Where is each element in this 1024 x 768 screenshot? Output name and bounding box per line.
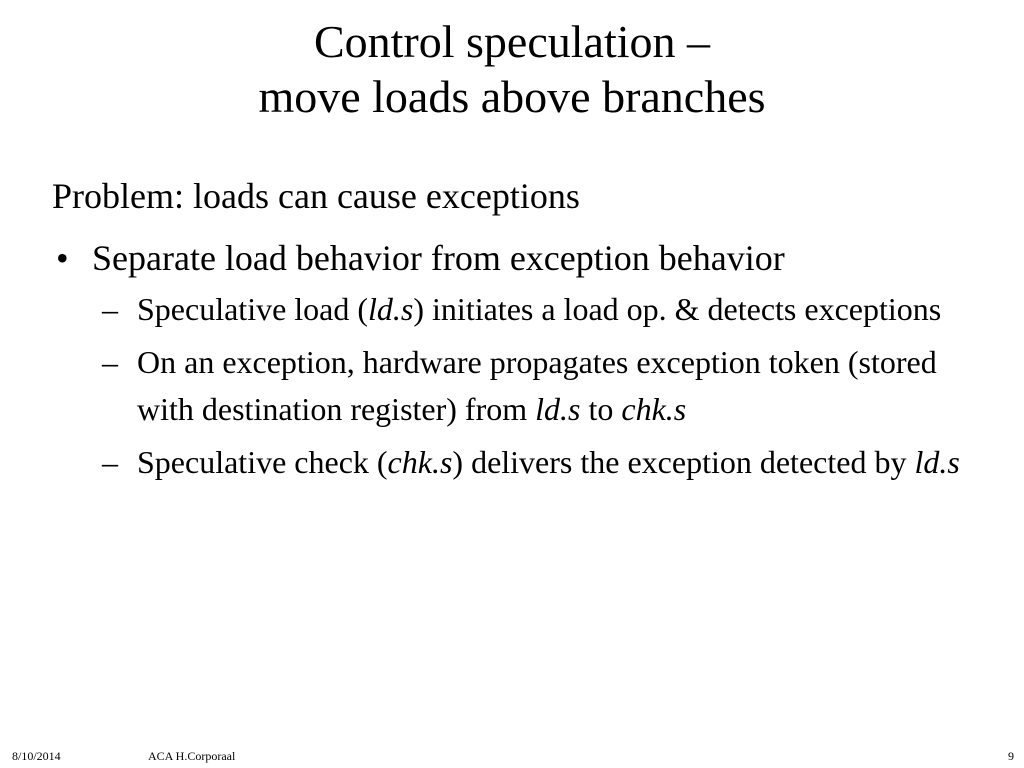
code-term: chk.s — [621, 391, 687, 427]
sub-bullet — [52, 339, 992, 433]
footer-author: ACA H.Corporaal — [148, 749, 236, 763]
text-run: ) delivers the exception detected by — [452, 444, 915, 480]
text-run: ) initiates a load op. & detects exceptions — [413, 291, 942, 327]
code-term: ld.s — [914, 444, 960, 480]
code-term: ld.s — [368, 291, 414, 327]
footer-date: 8/10/2014 — [12, 749, 61, 763]
title-line-2: move loads above branches — [258, 71, 766, 122]
text-run: Speculative load ( — [137, 291, 369, 327]
main-bullet-text: Separate load behavior from exception behavior — [92, 238, 785, 278]
slide-title — [0, 14, 1024, 124]
sub-bullet-text — [137, 291, 941, 327]
bullet-marker: • — [56, 238, 69, 278]
title-line-1: Control speculation – — [313, 16, 711, 67]
code-term: ld.s — [535, 391, 581, 427]
sub-bullet-text — [137, 344, 937, 427]
sub-bullet-text — [137, 444, 960, 480]
problem-statement: Problem: loads can cause exceptions — [52, 176, 580, 216]
sub-bullet — [52, 439, 992, 486]
code-term: chk.s — [387, 444, 453, 480]
dash-marker: – — [102, 291, 118, 327]
text-run: Speculative check ( — [137, 444, 388, 480]
sub-bullet-list — [52, 286, 992, 486]
sub-bullet — [52, 286, 992, 333]
page-number: 9 — [1008, 749, 1014, 763]
slide-body — [52, 172, 992, 492]
dash-marker: – — [102, 344, 118, 380]
main-bullet — [52, 234, 992, 282]
text-run: On an exception, hardware propagates exception token (stored with destination register) from — [137, 344, 937, 427]
text-run: to — [580, 391, 622, 427]
dash-marker: – — [102, 444, 118, 480]
